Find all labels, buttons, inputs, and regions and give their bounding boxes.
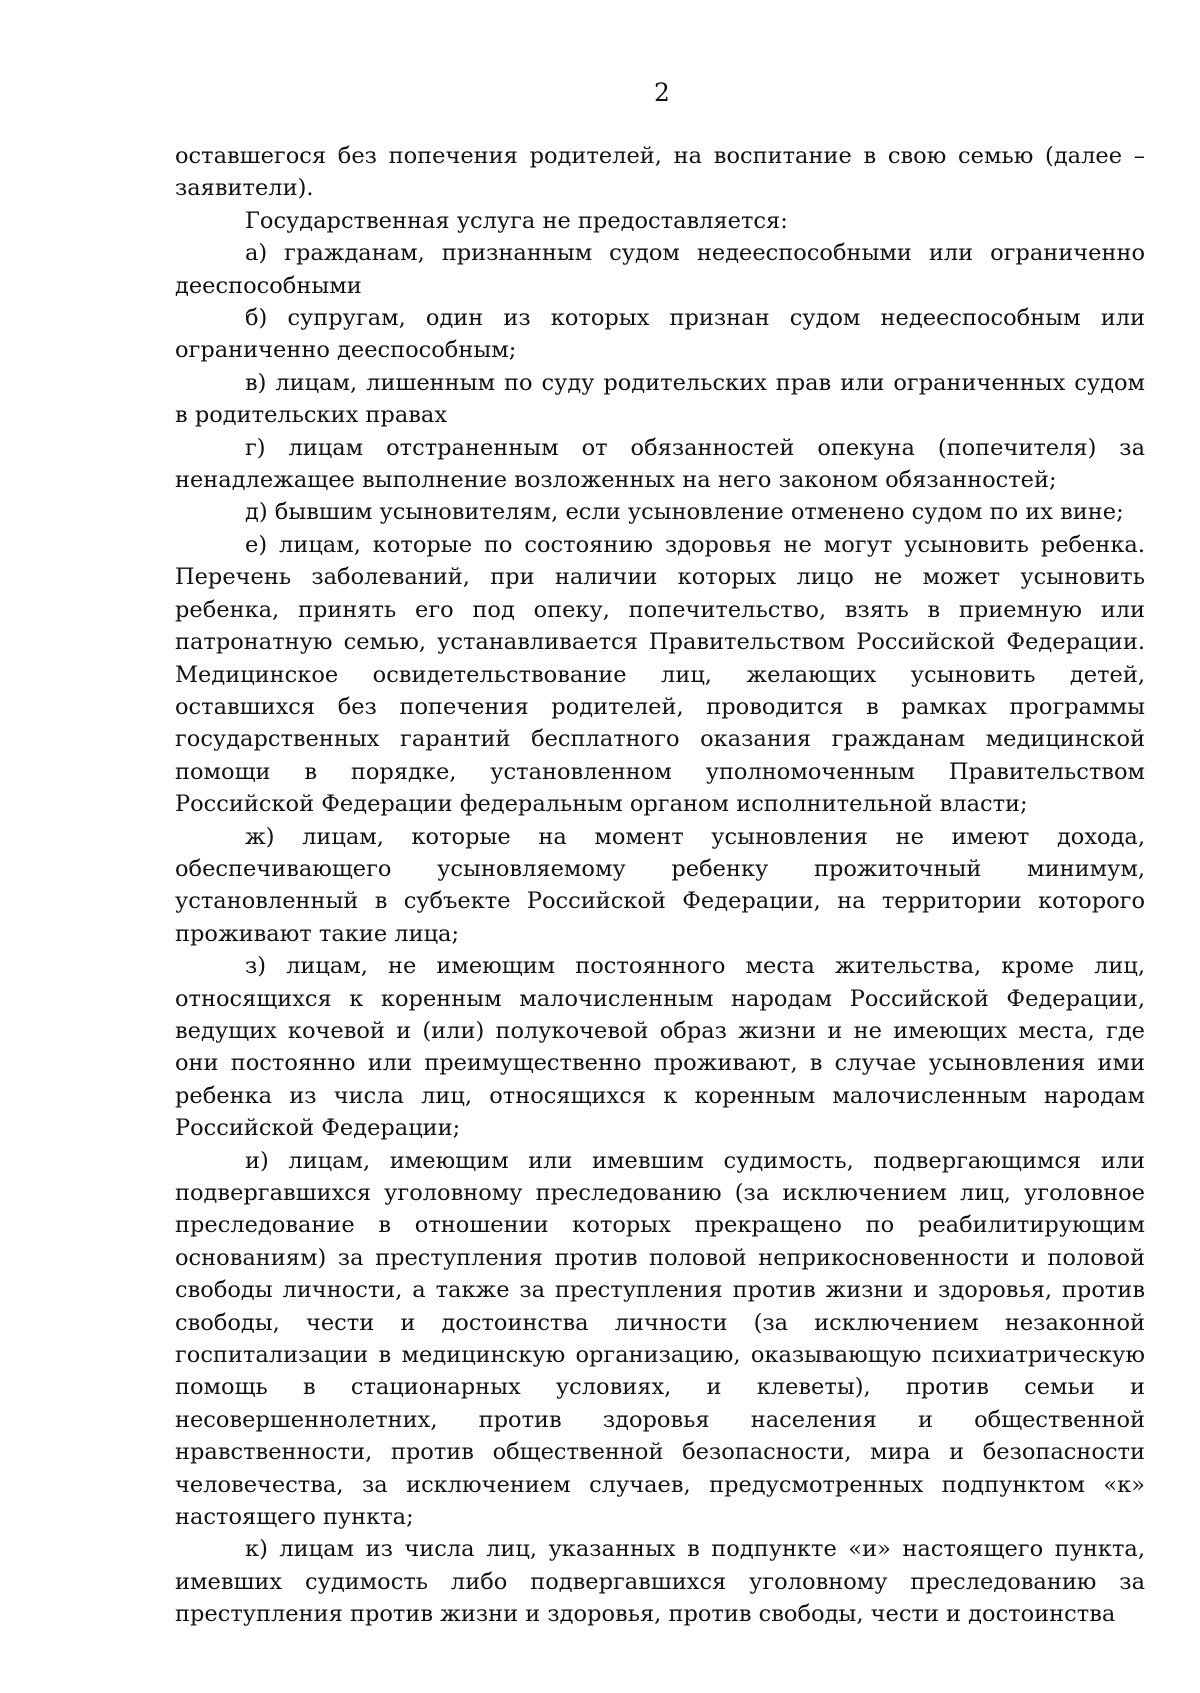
document-body xyxy=(175,140,1145,1631)
list-item-z: з) лицам, не имеющим постоянного места жительства, кроме лиц, относящихся к коренным малочисленным народам Российской Федерации, ведущих кочевой и (или) полукочевой образ жизни и не имеющих места, где они постоянно или преимущественно проживают, в случае усыновления ими ребенка из числа лиц, относящихся к коренным малочисленным народам Российской Федерации; xyxy=(175,953,1145,1142)
page-number: 2 xyxy=(654,78,670,107)
list-item-e: е) лицам, которые по состоянию здоровья не могут усыновить ребенка. Перечень заболеваний, при наличии которых лицо не может усыновить ребенка, принять его под опеку, попечительство, взять в приемную или патронатную семью, устанавливается Правительством Российской Федерации. Медицинское освидетельствование лиц, желающих усыновить детей, оставшихся без попечения родителей, проводится в рамках программы государственных гарантий бесплатного оказания гражданам медицинской помощи в порядке, установленном уполномоченным Правительством Российской Федерации федеральным органом исполнительной власти; xyxy=(175,531,1145,818)
list-item-g: г) лицам отстраненным от обязанностей опекуна (попечителя) за ненадлежащее выполнение возложенных на него законом обязанностей; xyxy=(175,434,1145,494)
list-item-v: в) лицам, лишенным по суду родительских прав или ограниченных судом в родительских правах xyxy=(175,369,1145,429)
paragraph-intro: Государственная услуга не предоставляется: xyxy=(245,207,788,234)
paragraph-continuation: оставшегося без попечения родителей, на воспитание в свою семью (далее – заявители). xyxy=(175,143,1145,202)
list-item-i: и) лицам, имеющим или имевшим судимость, подвергающимся или подвергавшихся уголовному преследованию (за исключением лиц, уголовное преследование в отношении которых прекращено по реабилитирующим основаниям) за преступления против половой неприкосновенности и половой свободы личности, а также за преступления против жизни и здоровья, против свободы, чести и достоинства личности (за исключением незаконной госпитализации в медицинскую организацию, оказывающую психиатрическую помощь в стационарных условиях, и клеветы), против семьи и несовершеннолетних, против здоровья населения и общественной нравственности, против общественной безопасности, мира и безопасности человечества, за исключением случаев, предусмотренных подпунктом «к» настоящего пункта; xyxy=(175,1147,1145,1531)
list-item-zh: ж) лицам, которые на момент усыновления не имеют дохода, обеспечивающего усыновляемому ребенку прожиточный минимум, установленный в субъекте Российской Федерации, на территории которого проживают такие лица; xyxy=(175,823,1145,947)
list-item-a: а) гражданам, признанным судом недееспособными или ограниченно дееспособными xyxy=(175,240,1145,299)
list-item-k: к) лицам из числа лиц, указанных в подпункте «и» настоящего пункта, имевших судимость либо подвергавшихся уголовному преследованию за преступления против жизни и здоровья, против свободы, чести и достоинства xyxy=(175,1536,1145,1628)
list-item-d: д) бывшим усыновителям, если усыновление отменено судом по их вине; xyxy=(245,499,1124,526)
list-item-b: б) супругам, один из которых признан судом недееспособным или ограниченно дееспособным; xyxy=(175,305,1145,364)
